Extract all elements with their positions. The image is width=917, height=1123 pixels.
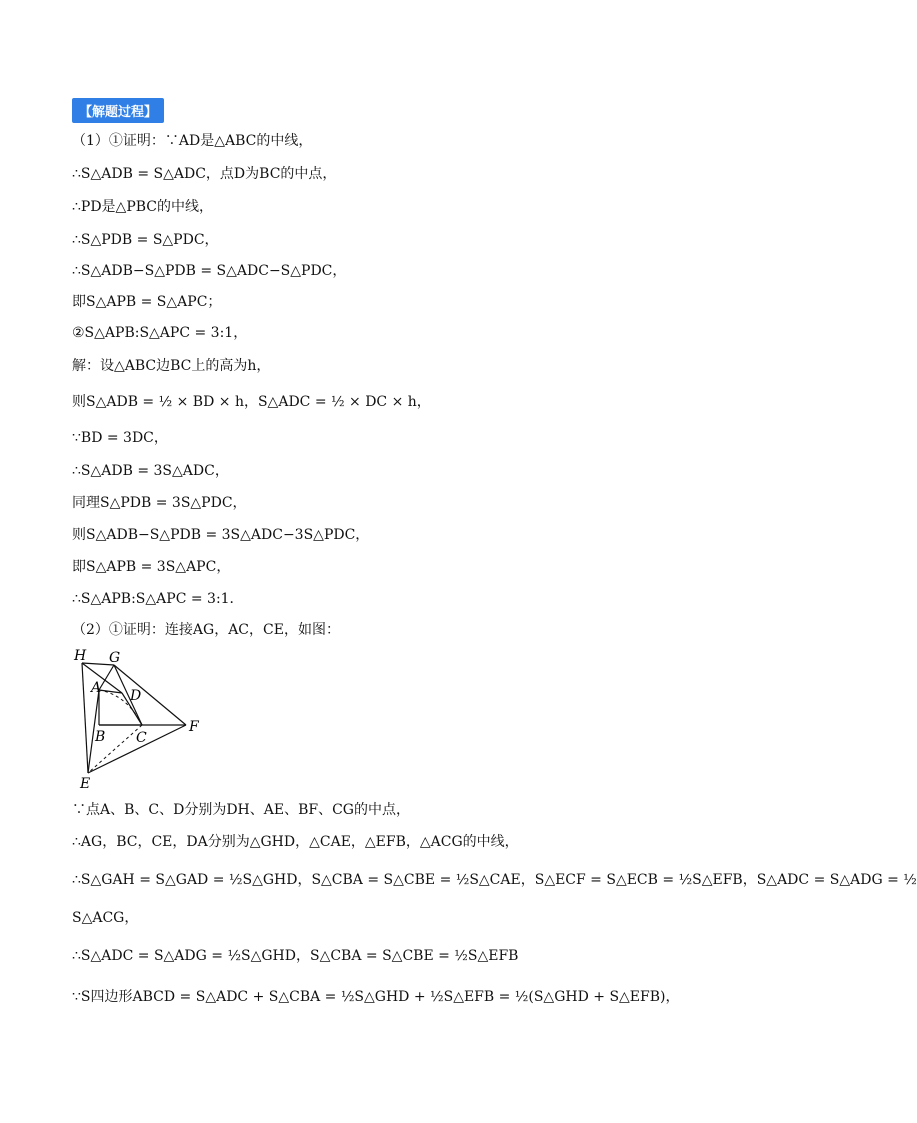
label-b: B <box>95 729 106 745</box>
text-line: ∴PD是△PBC的中线， <box>72 199 213 215</box>
edge-gf <box>114 665 186 725</box>
section-tag: 【解题过程】 <box>72 98 164 123</box>
text-line: ∴S△ADB−S△PDB = S△ADC−S△PDC， <box>72 263 347 279</box>
text-line: （1）①证明：∵AD是△ABC的中线， <box>72 133 313 149</box>
label-e: E <box>80 776 91 792</box>
text-line: 则S△ADB = ½ × BD × h，S△ADC = ½ × DC × h， <box>72 394 431 410</box>
label-g: G <box>109 650 121 666</box>
text-line: 即S△APB = S△APC； <box>72 294 222 310</box>
text-line: S△ACG， <box>72 910 139 926</box>
text-line: ∴AG，BC，CE，DA分别为△GHD，△CAE，△EFB，△ACG的中线， <box>72 834 519 850</box>
text-line: ∴S△GAH = S△GAD = ½S△GHD，S△CBA = S△CBE = ½S△CAE，S△ECF = S△ECB = ½S△EFB，S△ADC = S△ADG = ½ <box>72 872 917 888</box>
text-line: ∴S△ADB = S△ADC，点D为BC的中点， <box>72 166 337 182</box>
text-line: ∴S△ADB = 3S△ADC， <box>72 463 229 479</box>
text-line: ∵S四边形ABCD = S△ADC + S△CBA = ½S△GHD + ½S△EFB = ½(S△GHD + S△EFB)， <box>72 989 680 1005</box>
text-line: 即S△APB = 3S△APC， <box>72 559 231 575</box>
text-line: 同理S△PDB = 3S△PDC， <box>72 495 247 511</box>
text-line: ∴S△PDB = S△PDC， <box>72 232 219 248</box>
label-a: A <box>91 680 102 696</box>
geometry-figure <box>72 645 212 790</box>
label-h: H <box>74 648 87 664</box>
label-c: C <box>136 730 147 746</box>
text-line: 则S△ADB−S△PDB = 3S△ADC−3S△PDC， <box>72 527 370 543</box>
text-line: ∴S△APB:S△APC = 3:1． <box>72 591 244 607</box>
text-line: ∴S△ADC = S△ADG = ½S△GHD，S△CBA = S△CBE = ½S△EFB <box>72 948 519 964</box>
text-line: ∵点A、B、C、D分别为DH、AE、BF、CG的中点， <box>72 802 410 818</box>
label-d: D <box>130 688 142 704</box>
edge-eh <box>82 663 88 773</box>
text-line: 解：设△ABC边BC上的高为h， <box>72 358 271 374</box>
text-line: （2）①证明：连接AG，AC，CE，如图： <box>72 622 340 638</box>
label-f: F <box>189 719 199 735</box>
text-line: ②S△APB:S△APC = 3:1， <box>72 325 248 341</box>
line-hd <box>82 663 122 693</box>
text-line: ∵BD = 3DC， <box>72 430 168 446</box>
